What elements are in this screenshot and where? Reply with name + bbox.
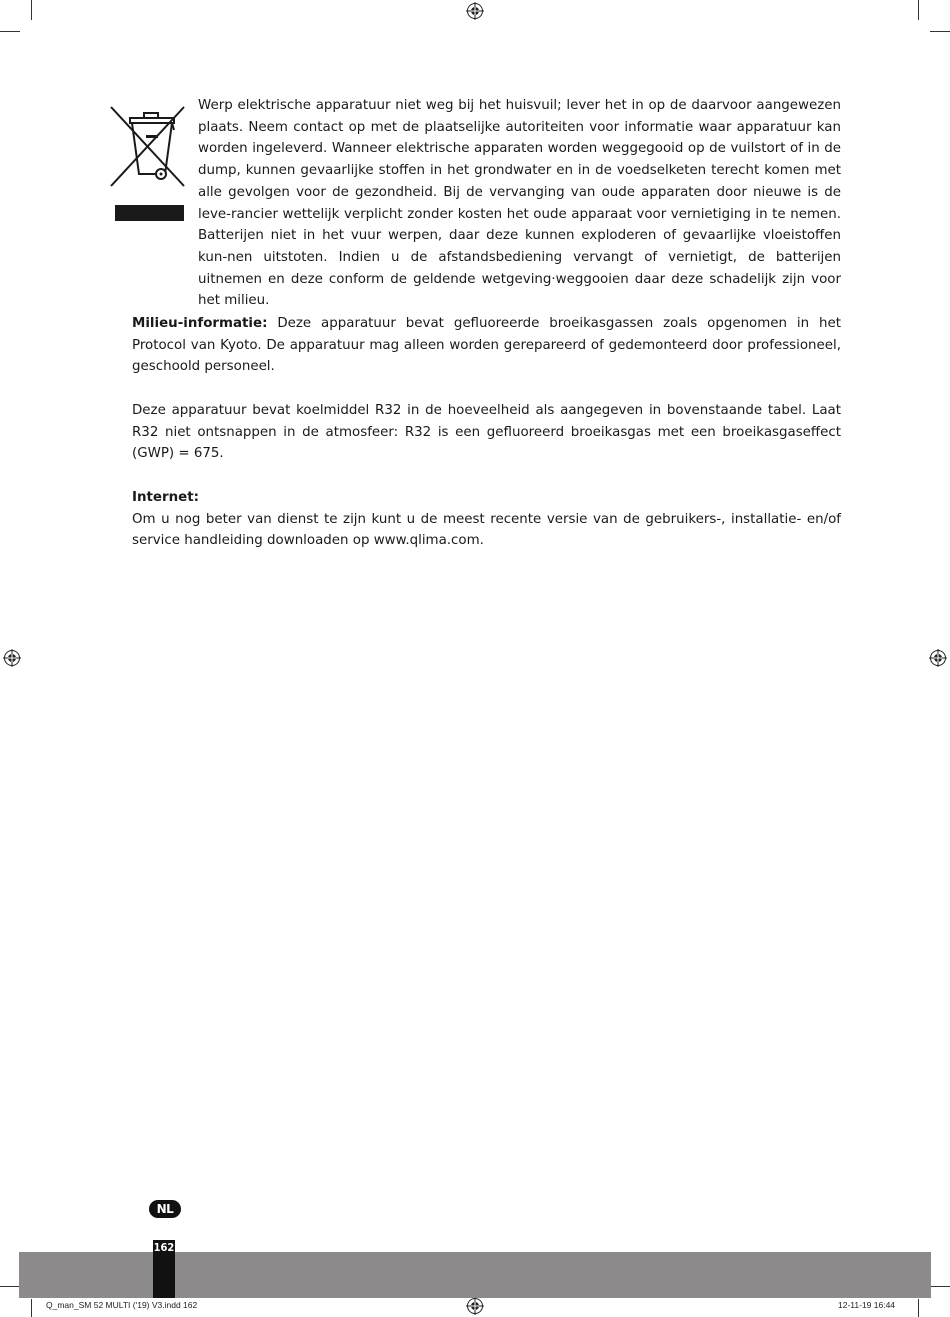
- disposal-paragraph: Werp elektrische apparatuur niet weg bij het huisvuil; lever het in op de daarvoor aangewezen plaats. Neem contact op met de plaatselijke autoriteiten voor informatie waar apparatuur kan worden ingeleverd. Wanneer elektrische apparaten worden weggegooid op de vuilstort of in de dump, kunnen gevaarlijke stoffen in het grondwater en in de voedselketen terecht komen met alle gevolgen voor de gezondheid. Bij de vervanging van oude apparaten door nieuwe is de leve-rancier wettelijk verplicht zonder kosten het oude apparaat voor vernietiging in te nemen. Batterijen niet in het vuur werpen, daar deze kunnen exploderen of gevaarlijke vloeistoffen kun-nen uitstoten. Indien u de afstandsbediening vervangt of vernietigt, de batterijen uitnemen en deze conform de geldende wetgeving·weggooien daar deze schadelijk zijn voor het milieu.: [198, 98, 841, 309]
- internet-heading: Internet:: [132, 490, 199, 505]
- crossed-out-wheelie-bin-icon: [108, 102, 186, 222]
- registration-mark-icon: [466, 1297, 484, 1315]
- environment-info-text: Deze apparatuur bevat gefluoreerde broeikasgassen zoals opgenomen in het Protocol van Kyoto. De apparatuur mag alleen worden gerepareerd of gedemonteerd door professioneel, geschoold personeel.: [132, 316, 841, 375]
- crop-mark-top-right-vertical: [918, 0, 919, 20]
- print-slug-timestamp: 12-11-19 16:44: [838, 1300, 896, 1310]
- internet-paragraph: [132, 487, 841, 552]
- crop-mark-bottom-right-horizontal: [930, 1286, 950, 1287]
- internet-text: Om u nog beter van dienst te zijn kunt u de meest recente versie van de gebruikers-, installatie- en/of service handleiding downloaden op www.qlima.com.: [132, 511, 841, 549]
- environment-info-paragraph: [132, 313, 841, 378]
- registration-mark-icon: [929, 649, 947, 667]
- crop-mark-bottom-right-vertical: [918, 1299, 919, 1317]
- environment-info-label: Milieu-informatie:: [132, 316, 268, 331]
- language-badge: NL: [149, 1200, 181, 1218]
- page-number: 162: [153, 1241, 175, 1254]
- refrigerant-paragraph: Deze apparatuur bevat koelmiddel R32 in de hoeveelheid als aangegeven in bovenstaande tabel. Laat R32 niet ontsnappen in de atmosfeer: R32 is een gefluoreerd broeikasgas met een broeikasgaseffect (GWP) = 675.: [132, 403, 841, 462]
- crop-mark-top-right-horizontal: [930, 31, 950, 32]
- registration-mark-icon: [3, 649, 21, 667]
- crop-mark-bottom-left-vertical: [31, 1299, 32, 1317]
- crop-mark-top-left-vertical: [31, 0, 32, 20]
- crop-mark-top-left-horizontal: [0, 31, 20, 32]
- registration-mark-icon: [466, 2, 484, 20]
- crop-mark-bottom-left-horizontal: [0, 1286, 20, 1287]
- print-slug-filename: Q_man_SM 52 MULTI ('19) V3.indd 162: [46, 1300, 198, 1310]
